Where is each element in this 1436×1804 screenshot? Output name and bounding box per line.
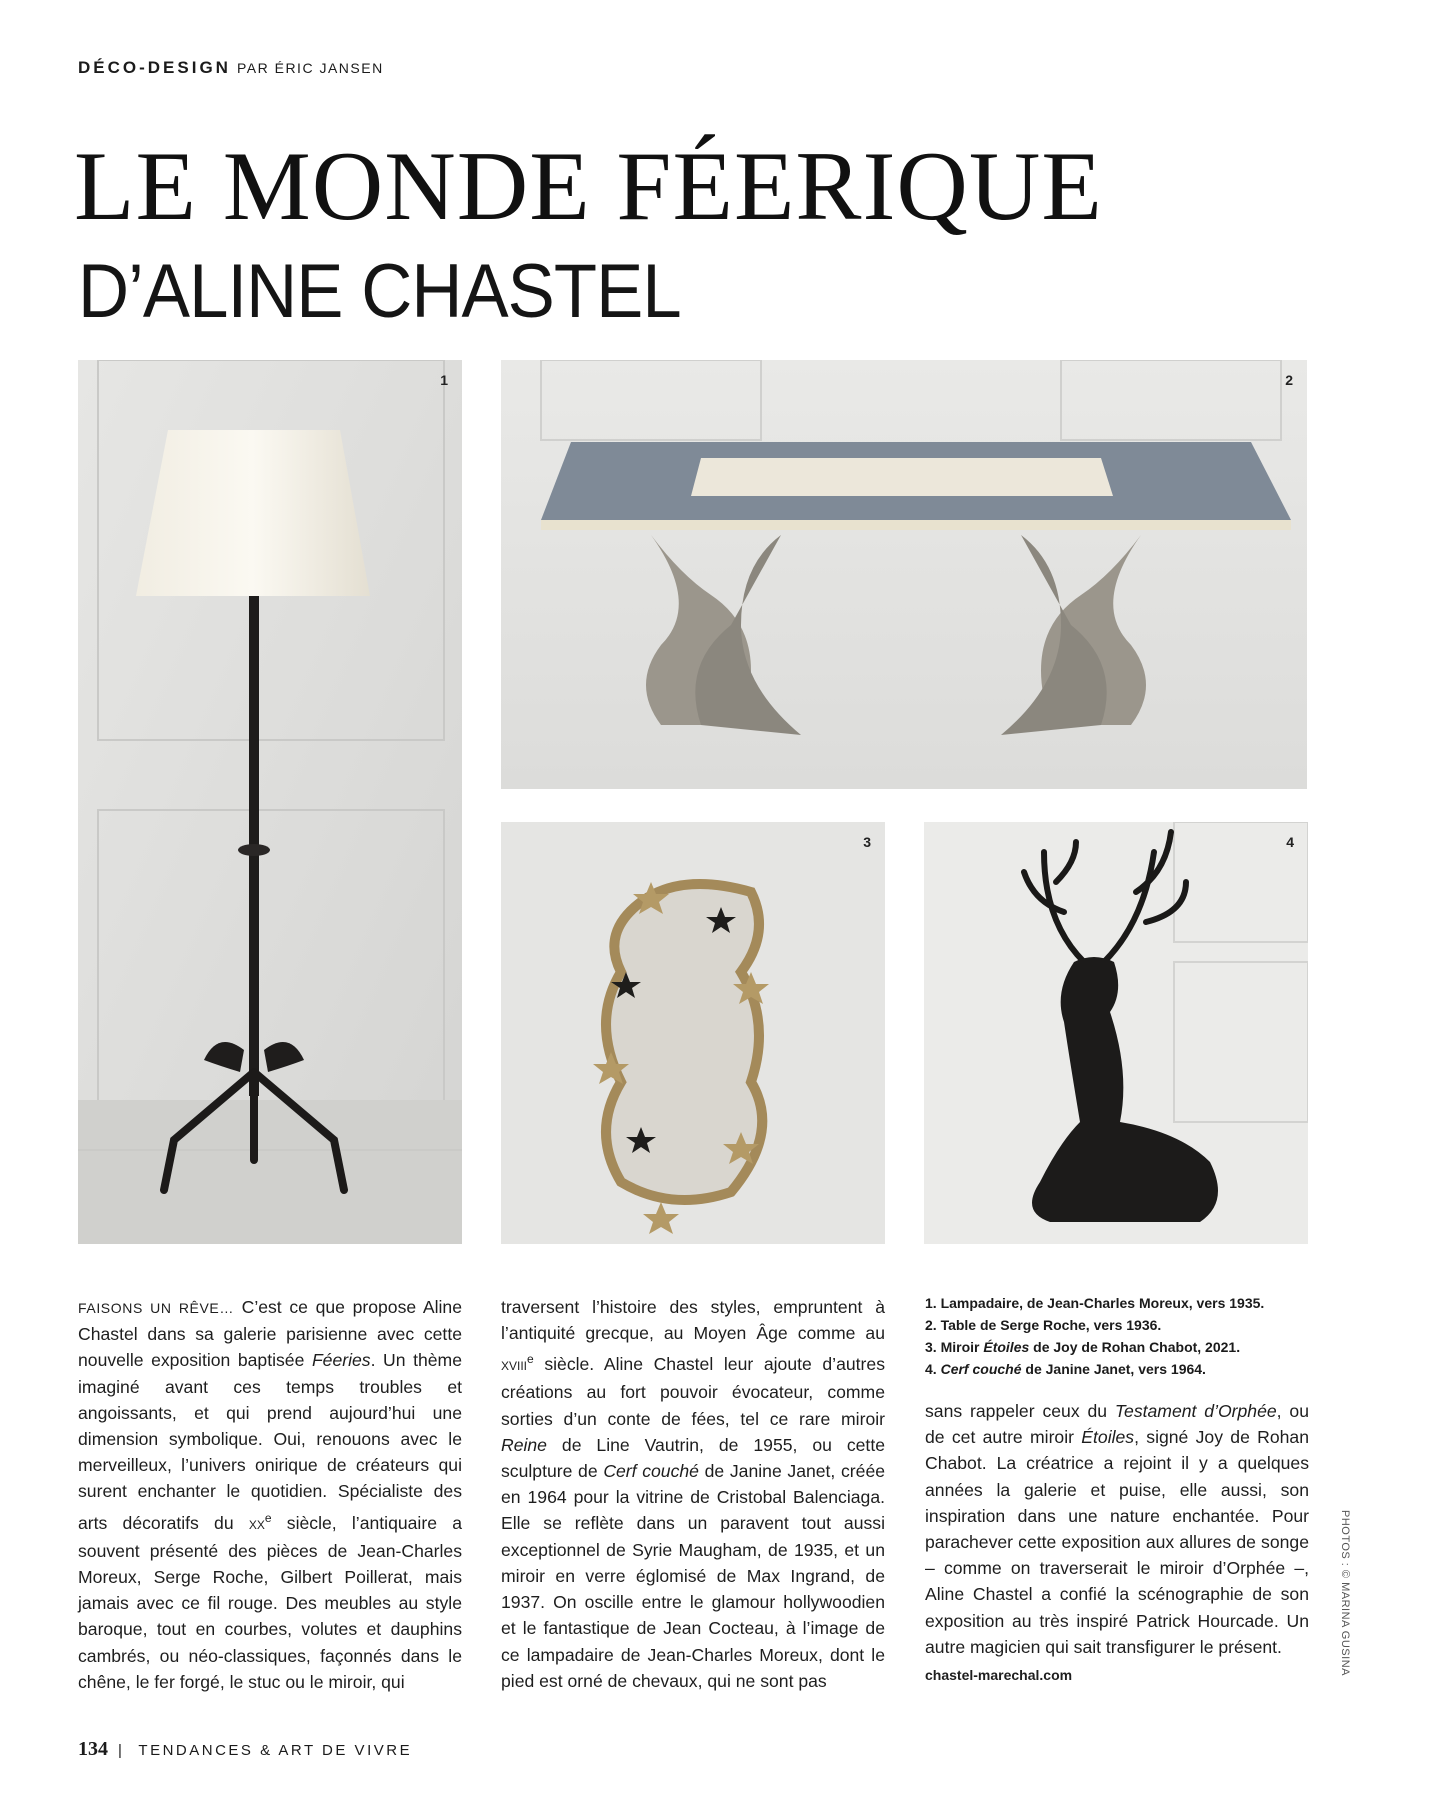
article-column-1 — [78, 1294, 462, 1695]
caption-italic: Cerf couché — [940, 1361, 1022, 1377]
footer-separator: | — [118, 1742, 125, 1759]
photo-table — [501, 360, 1307, 789]
century-numeral: XVIII — [501, 1359, 528, 1374]
photo-deer-sculpture — [924, 822, 1308, 1244]
article-paragraph-2 — [501, 1294, 885, 1694]
caption-1: 1. Lampadaire, de Jean-Charles Moreux, vers 1935. — [925, 1295, 1265, 1311]
section-rubric — [78, 58, 384, 78]
text-run: de Janine Janet, créée en 1964 pour la vitrine de Cristobal Balenciaga. Elle se reflète dans un paravent tout aussi exceptionnel de Syrie Maugham, de 1935, et un miroir en verre églomisé de Max Ingrand, de 1937. On oscille entre le glamour hollywoodien et le fantastique de Jean Cocteau, à l’image de ce lampadaire de Jean-Charles Moreux, dont le pied est orné de chevaux, qui ne sont pas — [501, 1461, 886, 1691]
century-numeral: XX — [248, 1517, 265, 1532]
deer-sculpture-image — [924, 822, 1308, 1244]
page-title-line2: D’ALINE CHASTEL — [78, 249, 681, 334]
table-image — [501, 360, 1307, 789]
italic-title: Étoiles — [1081, 1427, 1135, 1448]
caption-italic: Étoiles — [983, 1339, 1030, 1355]
byline: PAR ÉRIC JANSEN — [236, 60, 384, 76]
caption-3 — [925, 1336, 1325, 1358]
caption-2: 2. Table de Serge Roche, vers 1936. — [925, 1317, 1162, 1333]
text-run: . Un thème imaginé avant ces temps troubles et angoissants, et qui prend aujourd’hui une dimension symbolique. Oui, renouons avec le merveilleux, l’univers onirique de créateurs qui surent enchanter le quotidien. Spécialiste des arts décoratifs du — [78, 1350, 462, 1533]
italic-title: Testament d’Orphée — [1114, 1401, 1277, 1421]
floor-lamp-image — [78, 360, 462, 1244]
photo-star-mirror — [501, 822, 885, 1244]
page-footer — [78, 1738, 412, 1761]
photo-number-1: 1 — [440, 372, 448, 388]
website-link[interactable]: chastel-marechal.com — [925, 1667, 1073, 1684]
text-run: siècle, l’antiquaire a souvent présenté des pièces de Jean-Charles Moreux, Serge Roche, Gilbert Poillerat, mais jamais avec ce fil rouge. Des meubles au style baroque, tout en courbes, volutes et dauphins cambrés, ou néo-classiques, façonnés dans le chêne, le fer forgé, le stuc ou le miroir, qui — [78, 1512, 462, 1692]
photo-number-3: 3 — [863, 834, 871, 850]
century-suffix: e — [264, 1510, 272, 1525]
text-run: sans rappeler ceux du — [925, 1401, 1115, 1421]
article-column-3 — [925, 1398, 1309, 1688]
magazine-name: TENDANCES & ART DE VIVRE — [138, 1742, 413, 1759]
page-number: 134 — [78, 1738, 108, 1760]
star-mirror-image — [501, 822, 885, 1244]
caption-text: de Joy de Rohan Chabot, 2021. — [1029, 1339, 1241, 1355]
text-run: de Line Vautrin, de 1955, ou cette sculpture de — [501, 1434, 885, 1482]
section-label: DÉCO-DESIGN — [78, 58, 231, 77]
article-column-2 — [501, 1294, 885, 1694]
photo-captions — [925, 1292, 1325, 1380]
text-run: , signé Joy de Rohan Chabot. La créatrice a rejoint il y a quelques années la galerie et puise, elle aussi, son inspiration dans une nature enchantée. Pour parachever cette exposition aux allures de songe – comme on traverserait le miroir d’Orphée –, Aline Chastel a confié la scénographie de son exposition au très inspiré Patrick Hourcade. Un autre magicien qui sait transfigurer le présent. — [925, 1427, 1309, 1657]
photo-credit: PHOTOS : © MARINA GUSINA — [1339, 1510, 1351, 1676]
italic-title: Cerf couché — [603, 1461, 699, 1482]
page-title-line1: LE MONDE FÉERIQUE — [74, 132, 1103, 241]
text-run: traversent l’histoire des styles, empruntent à l’antiquité grecque, au Moyen Âge comme au — [501, 1297, 885, 1344]
century-suffix: e — [527, 1352, 534, 1367]
text-run: siècle. Aline Chastel leur ajoute d’autres créations au fort pouvoir évocateur, comme sorties d’un conte de fées, tel ce rare miroir — [501, 1354, 885, 1429]
caption-4 — [925, 1358, 1325, 1380]
article-paragraph-1 — [78, 1294, 462, 1695]
lead-in: FAISONS UN RÊVE… — [78, 1300, 234, 1316]
caption-text: 4. — [925, 1361, 941, 1377]
italic-title: Féeries — [311, 1350, 371, 1371]
photo-number-4: 4 — [1286, 834, 1294, 850]
photo-floor-lamp — [78, 360, 462, 1244]
caption-text: de Janine Janet, vers 1964. — [1021, 1361, 1206, 1377]
photo-number-2: 2 — [1285, 372, 1293, 388]
text-run: , ou de cet autre miroir — [925, 1401, 1309, 1448]
caption-text: 3. Miroir — [925, 1339, 984, 1355]
article-paragraph-3 — [925, 1398, 1309, 1660]
italic-title: Reine — [501, 1434, 547, 1455]
text-run: C’est ce que propose Aline Chastel dans sa galerie parisienne avec cette nouvelle exposition baptisée — [78, 1297, 462, 1371]
